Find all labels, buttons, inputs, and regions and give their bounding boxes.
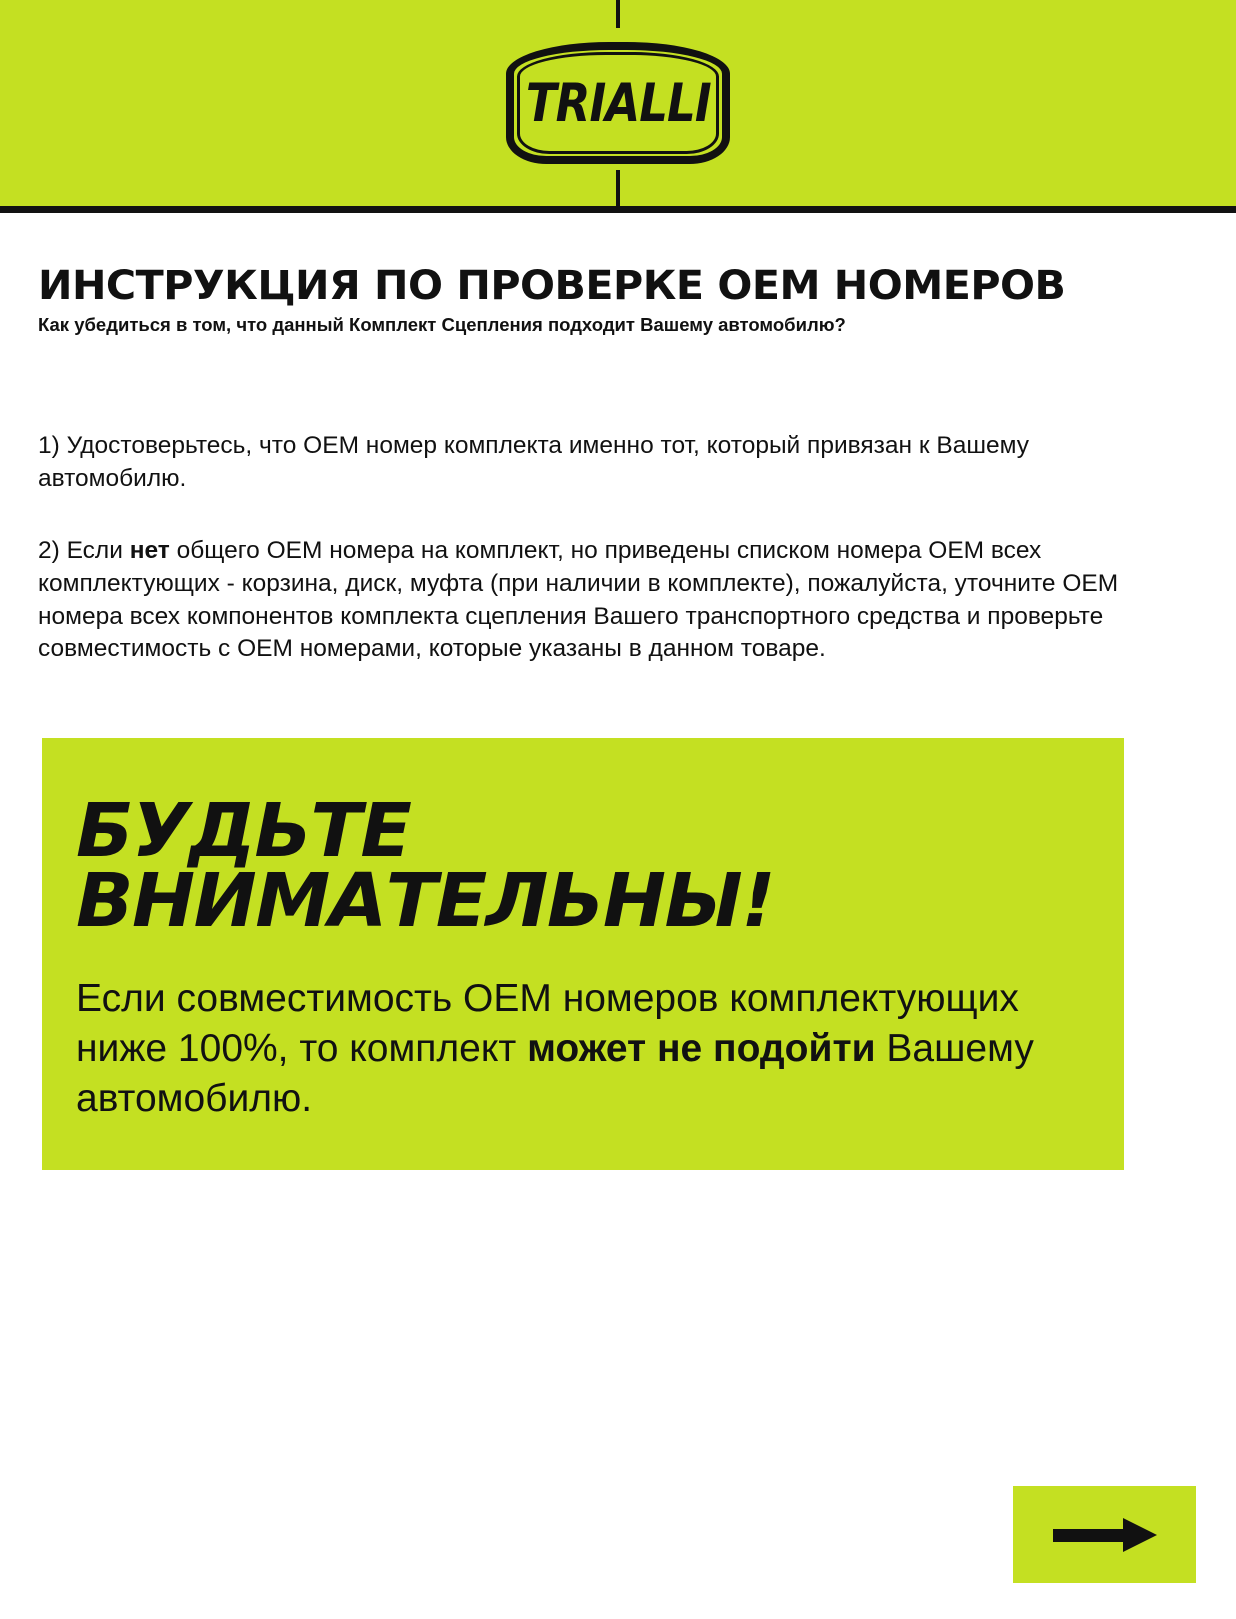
page-title: ИНСТРУКЦИЯ ПО ПРОВЕРКЕ OEM НОМЕРОВ [38,263,1066,309]
navigation-row [1013,1486,1196,1583]
next-page-button[interactable] [1013,1486,1196,1583]
step-2-emphasis: нет [129,537,170,565]
warning-body-emphasis: может не подойти [527,1027,876,1071]
warning-headline [76,787,1110,944]
header-band [0,0,1236,213]
step-2-suffix: общего OEM номера на комплект, но приведены списком номера OEM всех комплектующих - корзина, диск, муфта (при наличии в комплекте), пожалуйста, уточните OEM номера всех компонентов комплекта сцепления Вашего транспортного средства и проверьте совместимость с OEM номерами, которые указаны в данном товаре. [38,537,1119,663]
warning-headline-line-2: ВНИМАТЕЛЬНЫ! [76,857,775,944]
brand-logo [506,42,730,164]
arrow-right-icon [1053,1524,1157,1546]
warning-body-suffix: Вашему автомобилю. [76,1027,1034,1121]
warning-body-prefix: Если совместимость OEM номеров комплектующих ниже 100%, то комплект [76,977,1019,1071]
warning-body [76,974,1090,1124]
step-2-prefix: 2) Если [38,537,130,565]
arrow-head [1123,1518,1157,1552]
header-tick-top [616,0,620,28]
warning-callout [42,738,1124,1170]
page-subtitle: Как убедиться в том, что данный Комплект Сцепления подходит Вашему автомобилю? [38,314,846,335]
warning-headline-line-1: БУДЬТЕ [76,787,411,874]
page-content [0,265,1236,1170]
instruction-step-2 [38,535,1178,665]
brand-logo-text: TRIALLI [525,72,711,134]
instruction-step-1: 1) Удостоверьтесь, что OEM номер комплекта именно тот, который привязан к Вашему автомобилю. [38,432,1029,492]
arrow-shaft [1053,1529,1125,1542]
header-tick-bottom [616,170,620,206]
